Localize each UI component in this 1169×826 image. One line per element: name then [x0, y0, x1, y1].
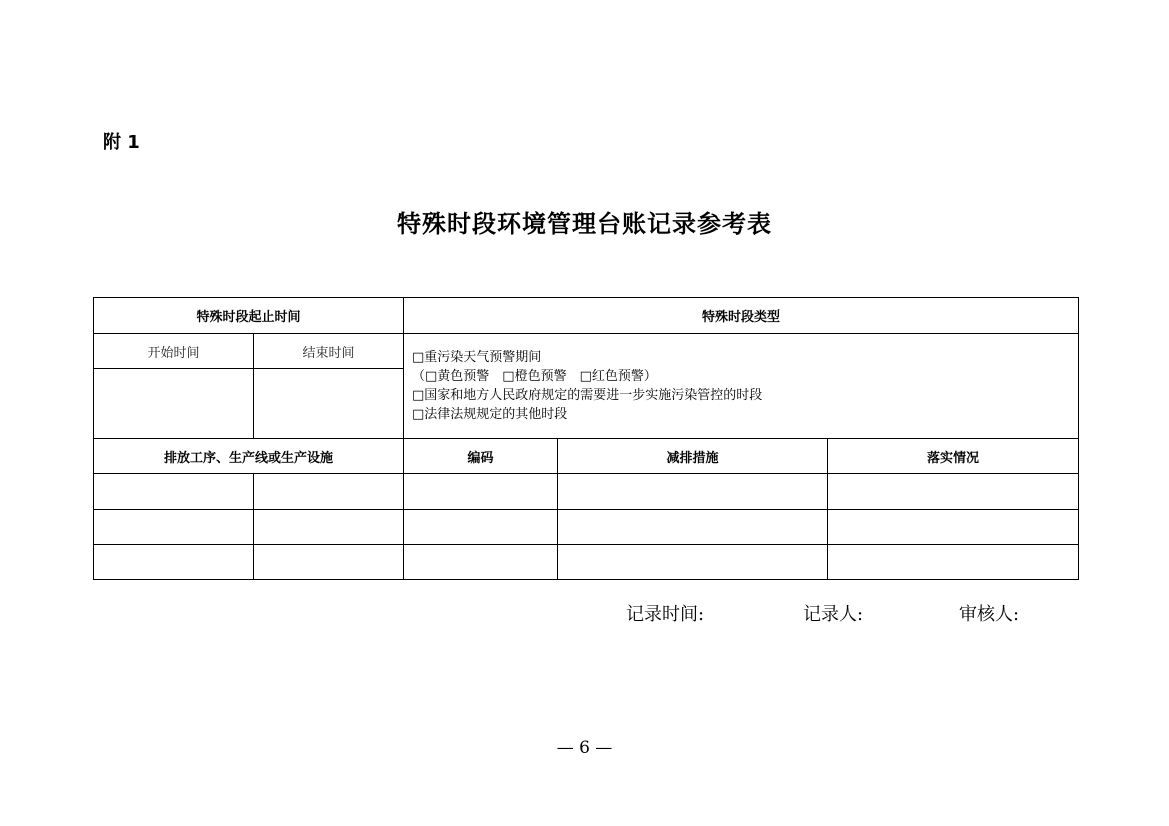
- table-cell[interactable]: [558, 474, 828, 510]
- table-cell[interactable]: [94, 545, 254, 580]
- reviewer-label: 审核人:: [959, 604, 1020, 625]
- type-option-other-legal[interactable]: □法律法规规定的其他时段: [412, 407, 568, 422]
- end-time-cell[interactable]: [254, 369, 404, 439]
- start-time-label: 开始时间: [94, 334, 254, 369]
- record-time-label: 记录时间:: [626, 604, 705, 625]
- table-cell[interactable]: [94, 474, 254, 510]
- table-row: [94, 510, 1079, 545]
- period-header: 特殊时段起止时间: [94, 298, 404, 334]
- measures-header: 减排措施: [558, 439, 828, 474]
- table-row: [94, 545, 1079, 580]
- document-title: 特殊时段环境管理台账记录参考表: [397, 210, 772, 238]
- attachment-label: 附 1: [103, 132, 140, 153]
- table-cell[interactable]: [254, 545, 404, 580]
- page-number: — 6 —: [556, 738, 613, 758]
- status-header: 落实情况: [828, 439, 1079, 474]
- facility-header: 排放工序、生产线或生产设施: [94, 439, 404, 474]
- table-cell[interactable]: [404, 474, 558, 510]
- table-cell[interactable]: [828, 510, 1079, 545]
- table-cell[interactable]: [94, 510, 254, 545]
- type-option-government-control[interactable]: □国家和地方人民政府规定的需要进一步实施污染管控的时段: [412, 388, 763, 403]
- ledger-table: [93, 297, 1079, 580]
- type-option-heavy-pollution[interactable]: □重污染天气预警期间: [412, 350, 542, 365]
- type-option-warning-levels[interactable]: （□黄色预警 □橙色预警 □红色预警）: [412, 369, 657, 384]
- table-cell[interactable]: [404, 510, 558, 545]
- code-header: 编码: [404, 439, 558, 474]
- start-time-cell[interactable]: [94, 369, 254, 439]
- table-cell[interactable]: [828, 545, 1079, 580]
- table-cell[interactable]: [254, 474, 404, 510]
- end-time-label: 结束时间: [254, 334, 404, 369]
- type-header: 特殊时段类型: [404, 298, 1079, 334]
- table-cell[interactable]: [558, 510, 828, 545]
- recorder-label: 记录人:: [803, 604, 864, 625]
- table-cell[interactable]: [828, 474, 1079, 510]
- table-cell[interactable]: [404, 545, 558, 580]
- table-cell[interactable]: [254, 510, 404, 545]
- table-row: [94, 474, 1079, 510]
- period-type-options: [404, 334, 1079, 439]
- table-cell[interactable]: [558, 545, 828, 580]
